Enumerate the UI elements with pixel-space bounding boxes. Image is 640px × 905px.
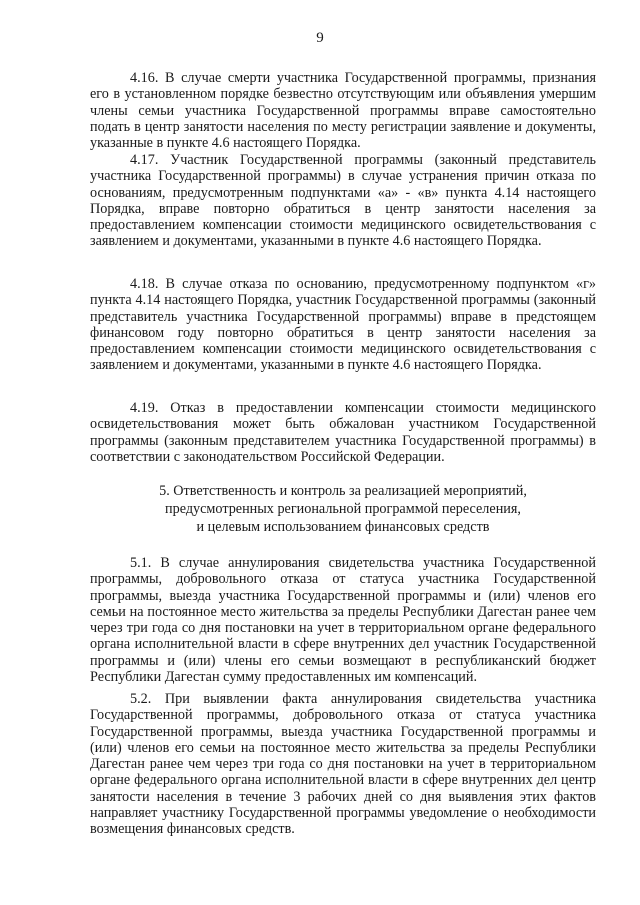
section-5-heading <box>90 482 596 536</box>
paragraph-5-1: 5.1. В случае аннулирования свидетельства участника Государственной программы, добровольного отказа от статуса участника Государственной программы, выезда участника Государственной программы и (или) членов его семьи на постоянное место жительства за пределы Республики Дагестан ранее чем через три года со дня постановки на учет в территориальном органе федерального органа исполнительной власти в сфере внутренних дел участник Государственной программы и (или) члены его семьи возмещают в республиканский бюджет Республики Дагестан сумму предоставленных им компенсаций. <box>90 555 596 686</box>
paragraph-4-19: 4.19. Отказ в предоставлении компенсации стоимости медицинского освидетельствования может быть обжалован участником Государственной программы (законным представителем участника Государственной программы) в соответствии с законодательством Российской Федерации. <box>90 400 596 465</box>
paragraph-4-16: 4.16. В случае смерти участника Государственной программы, признания его в установленном порядке безвестно отсутствующим или объявления умершим члены семьи участника Государственной программы вправе самостоятельно подать в центр занятости населения по месту регистрации заявление и документы, указанные в пункте 4.6 настоящего Порядка. <box>90 70 596 152</box>
paragraph-4-17: 4.17. Участник Государственной программы (законный представитель участника Государственной программы) в случае устранения причин отказа по основаниям, предусмотренным подпунктами «а» - «в» пункта 4.14 настоящего Порядка, вправе повторно обратиться в центр занятости населения за предоставлением компенсации стоимости медицинского освидетельствования с заявлением и документами, указанными в пункте 4.6 настоящего Порядка. <box>90 152 596 250</box>
section-heading-line: 5. Ответственность и контроль за реализацией мероприятий, <box>159 483 527 499</box>
paragraph-4-18: 4.18. В случае отказа по основанию, предусмотренному подпунктом «г» пункта 4.14 настоящего Порядка, участник Государственной программы (законный представитель участника Государственной программы) вправе в предстоящем финансовом году повторно обратиться в центр занятости населения за предоставлением компенсации стоимости медицинского освидетельствования с заявлением и документами, указанными в пункте 4.6 настоящего Порядка. <box>90 276 596 374</box>
page-number: 9 <box>316 30 324 46</box>
paragraph-5-2: 5.2. При выявлении факта аннулирования свидетельства участника Государственной программы, добровольного отказа от статуса участника Государственной программы, выезда участника Государственной программы и (или) членов его семьи на постоянное место жительства за пределы Республики Дагестан ранее чем через три года со дня постановки на учет в территориальном органе федерального органа исполнительной власти в сфере внутренних дел центр занятости населения в течение 3 рабочих дней со дня выявления этих фактов направляет участнику Государственной программы уведомление о необходимости возмещения финансовых средств. <box>90 691 596 838</box>
section-heading-line: предусмотренных региональной программой переселения, <box>165 501 521 517</box>
section-heading-line: и целевым использованием финансовых средств <box>196 519 490 535</box>
